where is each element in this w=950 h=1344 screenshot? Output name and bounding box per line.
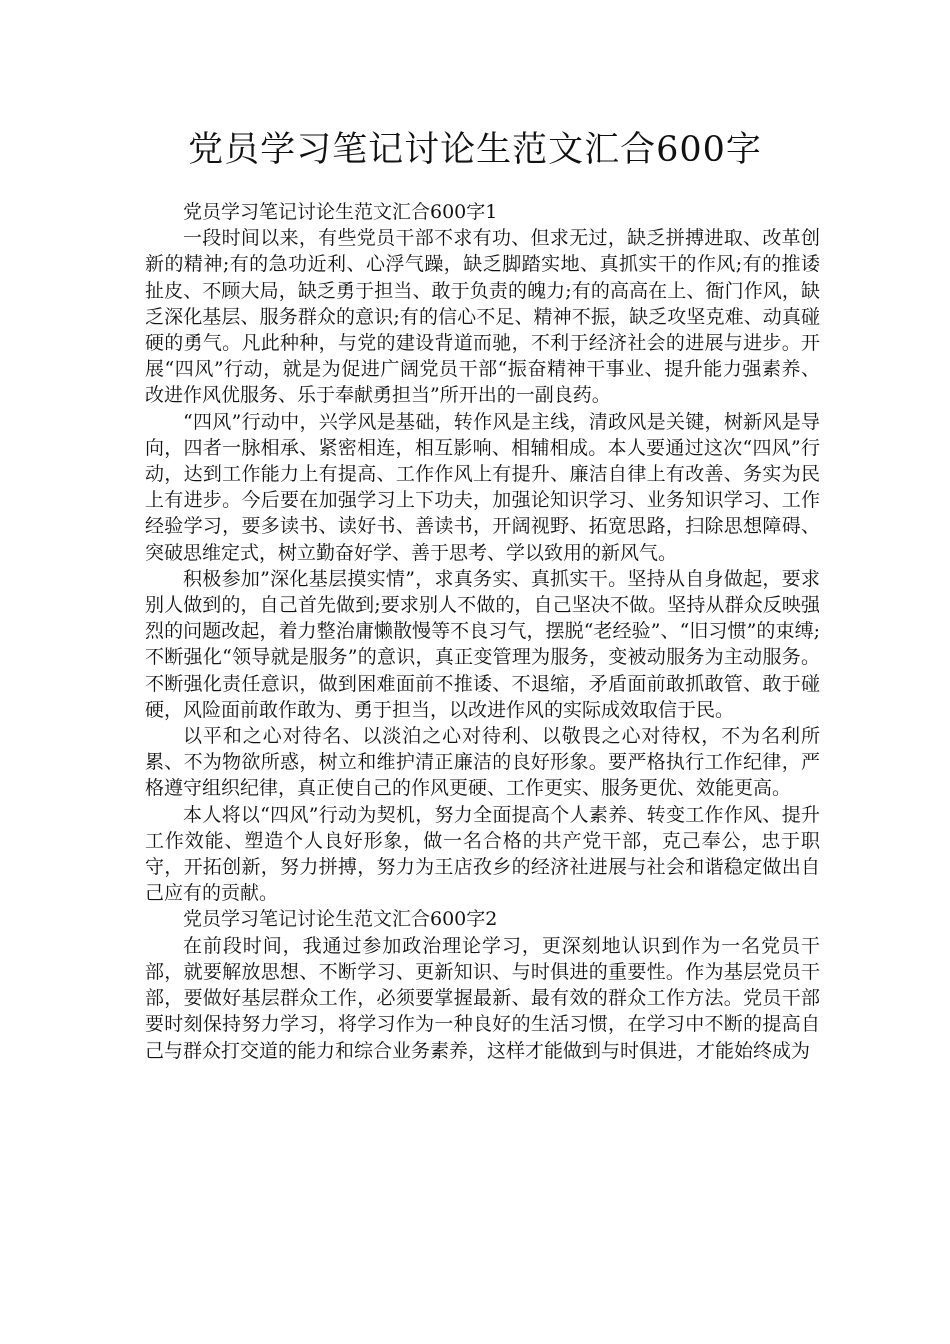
section-heading-1: 党员学习笔记讨论生范文汇合600字1 bbox=[183, 201, 498, 223]
paragraph: 一段时间以来，有些党员干部不求有功、但求无过，缺乏拼搏进取、改革创新的精神;有的急功近利、心浮气躁，缺乏脚踏实地、真抓实干的作风;有的推诿扯皮、不顾大局，缺乏勇于担当、敢于负责的魄力;有的高高在上、衙门作风，缺乏深化基层、服务群众的意识;有的信心不足、精神不振，缺乏攻坚克难、动真碰硬的勇气。凡此种种，与党的建设背道而驰，不利于经济社会的进展与进步。开展“四风”行动，就是为促进广阔党员干部“振奋精神干事业、提升能力强素养、改进作风优服务、乐于奉献勇担当”所开出的一副良药。 bbox=[145, 227, 820, 407]
paragraph: 在前段时间，我通过参加政治理论学习，更深刻地认识到作为一名党员干部，就要解放思想、不断学习、更新知识、与时俱进的重要性。作为基层党员干部，要做好基层群众工作，必须要掌握最新、最有效的群众工作方法。党员干部要时刻保持努力学习，将学习作为一种良好的生活习惯，在学习中不断的提高自己与群众打交道的能力和综合业务素养，这样才能做到与时俱进，才能始终成为 bbox=[145, 934, 820, 1062]
section-heading-2: 党员学习笔记讨论生范文汇合600字2 bbox=[183, 908, 498, 931]
document-title: 党员学习笔记讨论生范文汇合600字 bbox=[188, 130, 762, 170]
paragraph: 以平和之心对待名、以淡泊之心对待利、以敬畏之心对待权，不为名利所累、不为物欲所惑，树立和维护清正廉洁的良好形象。要严格执行工作纪律，严格遵守组织纪律，真正使自己的作风更硬、工作更实、服务更优、效能更高。 bbox=[145, 725, 820, 800]
paragraph: “四风”行动中，兴学风是基础，转作风是主线，清政风是关键，树新风是导向，四者一脉相承、紧密相连，相互影响、相辅相成。本人要通过这次“四风”行动，达到工作能力上有提高、工作作风上有提升、廉洁自律上有改善、务实为民上有进步。今后要在加强学习上下功夫，加强论知识学习、业务知识学习、工作经验学习，要多读书、读好书、善读书，开阔视野、拓宽思路，扫除思想障碍、突破思维定式，树立勤奋好学、善于思考、学以致用的新风气。 bbox=[145, 410, 820, 564]
paragraph: 积极参加”深化基层摸实情”，求真务实、真抓实干。坚持从自身做起，要求别人做到的，自己首先做到;要求别人不做的，自己坚决不做。坚持从群众反映强烈的问题改起，着力整治庸懒散慢等不良习气，摆脱“老经验”、“旧习惯”的束缚;不断强化“领导就是服务”的意识，真正变管理为服务，变被动服务为主动服务。不断强化责任意识，做到困难面前不推诿、不退缩，矛盾面前敢抓敢管、敢于碰硬，风险面前敢作敢为、勇于担当，以改进作风的实际成效取信于民。 bbox=[145, 567, 820, 721]
document-body bbox=[145, 199, 820, 1064]
paragraph: 本人将以“四风”行动为契机，努力全面提高个人素养、转变工作作风、提升工作效能、塑造个人良好形象，做一名合格的共产党干部，克己奉公，忠于职守，开拓创新，努力拼搏，努力为王店孜乡的经济社进展与社会和谐稳定做出自己应有的贡献。 bbox=[145, 803, 820, 905]
